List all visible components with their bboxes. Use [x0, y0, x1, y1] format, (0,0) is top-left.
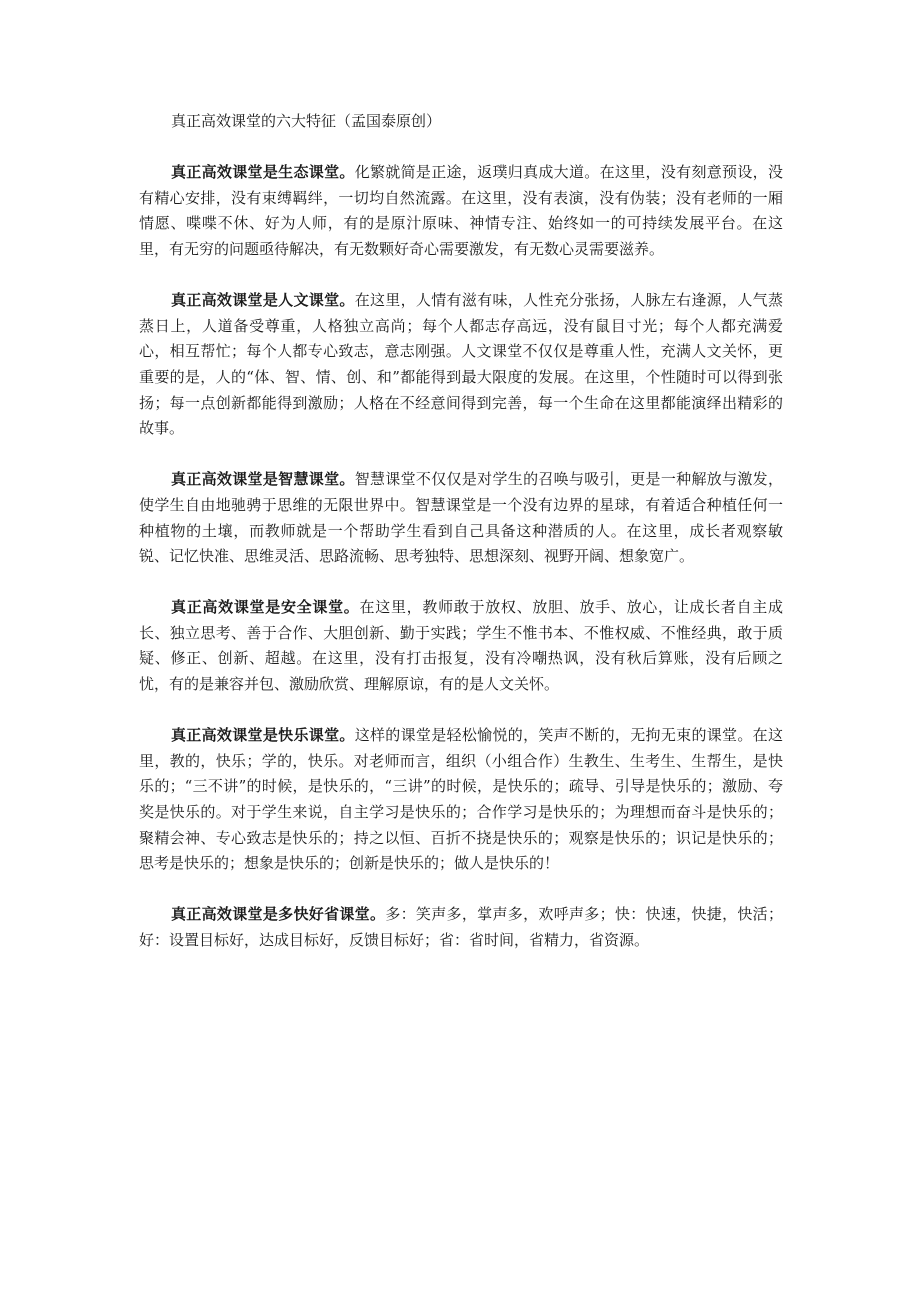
paragraph-lead: 真正高效课堂是生态课堂。 — [171, 163, 355, 182]
paragraph-lead: 真正高效课堂是快乐课堂。 — [171, 726, 355, 745]
document-body — [139, 109, 783, 954]
paragraph-efficiency — [139, 902, 783, 953]
paragraph-humanity — [139, 288, 783, 442]
paragraph-happiness — [139, 723, 783, 877]
paragraph-body: 多：笑声多，掌声多，欢呼声多；快：快速，快捷，快活；好：设置目标好，达成目标好，反馈目标好；省：省时间，省精力，省资源。 — [139, 905, 783, 949]
paragraph-body: 智慧课堂不仅仅是对学生的召唤与吸引，更是一种解放与激发，使学生自由地驰骋于思维的无限世界中。智慧课堂是一个没有边界的星球，有着适合种植任何一种植物的土壤，而教师就是一个帮助学生看到自己具备这种潜质的人。在这里，成长者观察敏锐、记忆快准、思维灵活、思路流畅、思考独特、思想深刻、视野开阔、想象宽广。 — [139, 470, 783, 566]
paragraph-lead: 真正高效课堂是智慧课堂。 — [171, 470, 355, 489]
paragraph-body: 这样的课堂是轻松愉悦的，笑声不断的，无拘无束的课堂。在这里，教的，快乐；学的，快乐。对老师而言，组织（小组合作）生教生、生考生、生帮生，是快乐的；“三不讲”的时候，是快乐的，“三讲”的时候，是快乐的；疏导、引导是快乐的；激励、夸奖是快乐的。对于学生来说，自主学习是快乐的；合作学习是快乐的；为理想而奋斗是快乐的；聚精会神、专心致志是快乐的；持之以恒、百折不挠是快乐的；观察是快乐的；识记是快乐的；思考是快乐的；想象是快乐的；创新是快乐的；做人是快乐的！ — [139, 726, 783, 873]
paragraph-lead: 真正高效课堂是安全课堂。 — [171, 598, 360, 617]
paragraph-lead: 真正高效课堂是人文课堂。 — [171, 291, 355, 310]
paragraph-safety — [139, 595, 783, 697]
paragraph-body: 在这里，教师敢于放权、放胆、放手、放心，让成长者自主成长、独立思考、善于合作、大胆创新、勤于实践；学生不惟书本、不惟权威、不惟经典，敢于质疑、修正、创新、超越。在这里，没有打击报复，没有冷嘲热讽，没有秋后算账，没有后顾之忧，有的是兼容并包、激励欣赏、理解原谅，有的是人文关怀。 — [139, 598, 783, 694]
paragraph-lead: 真正高效课堂是多快好省课堂。 — [171, 905, 386, 924]
paragraph-body: 在这里，人情有滋有味，人性充分张扬，人脉左右逢源，人气蒸蒸日上，人道备受尊重，人格独立高尚；每个人都志存高远，没有鼠目寸光；每个人都充满爱心，相互帮忙；每个人都专心致志，意志刚强。人文课堂不仅仅是尊重人性，充满人文关怀，更重要的是，人的“体、智、情、创、和”都能得到最大限度的发展。在这里，个性随时可以得到张扬；每一点创新都能得到激励；人格在不经意间得到完善，每一个生命在这里都能演绎出精彩的故事。 — [139, 291, 783, 438]
paragraph-body: 化繁就简是正途，返璞归真成大道。在这里，没有刻意预设，没有精心安排，没有束缚羁绊，一切均自然流露。在这里，没有表演，没有伪装；没有老师的一厢情愿、喋喋不休、好为人师，有的是原汁原味、神情专注、始终如一的可持续发展平台。在这里，有无穷的问题亟待解决，有无数颗好奇心需要激发，有无数心灵需要滋养。 — [139, 163, 783, 258]
document-title: 真正高效课堂的六大特征（孟国泰原创） — [171, 112, 442, 130]
paragraph-ecology — [139, 160, 783, 262]
paragraph-wisdom — [139, 467, 783, 569]
